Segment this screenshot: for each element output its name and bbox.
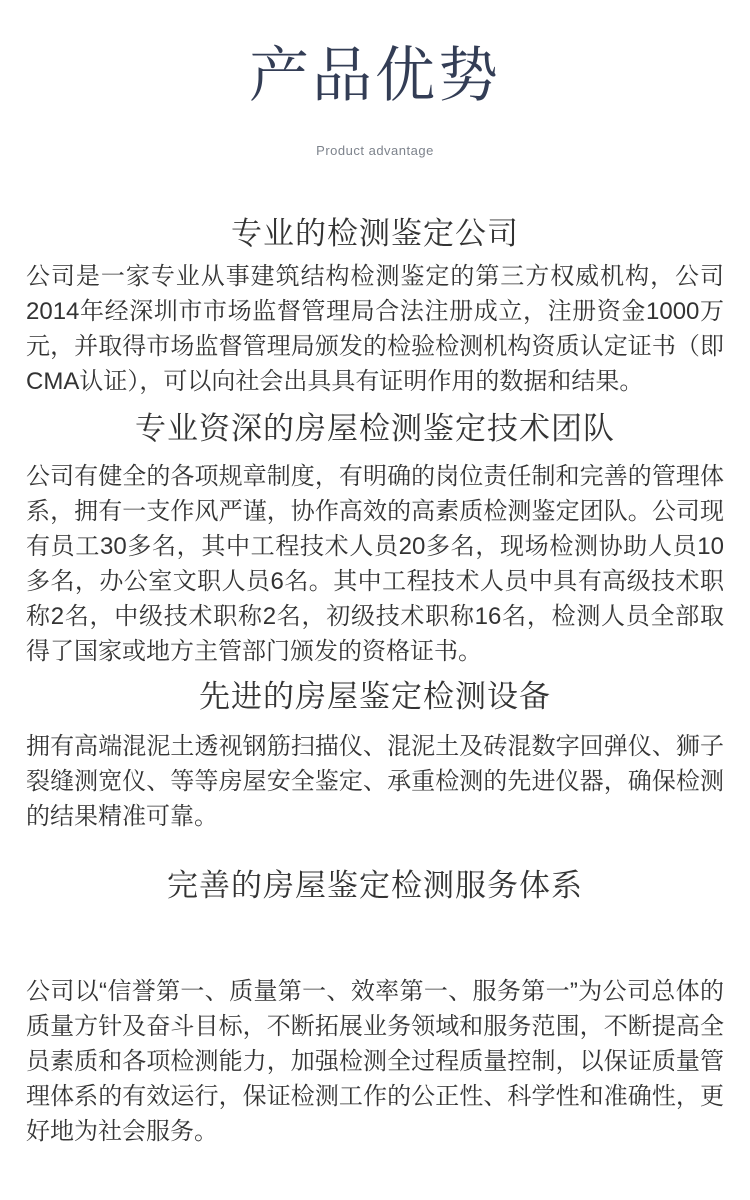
section-service-system xyxy=(26,866,724,1149)
section-heading: 专业的检测鉴定公司 xyxy=(231,216,519,251)
section-heading: 先进的房屋鉴定检测设备 xyxy=(199,679,551,714)
section-company-intro xyxy=(26,214,724,399)
section-technical-team xyxy=(26,409,724,669)
section-body: 拥有高端混泥土透视钢筋扫描仪、混泥土及砖混数字回弹仪、狮子裂缝测宽仪、等等房屋安全鉴定、承重检测的先进仪器，确保检测的结果精准可靠。 xyxy=(26,733,724,830)
section-body: 公司是一家专业从事建筑结构检测鉴定的第三方权威机构，公司2014年经深圳市市场监督管理局合法注册成立，注册资金1000万元，并取得市场监督管理局颁发的检验检测机构资质认定证书（即CMA认证），可以向社会出具具有证明作用的数据和结果。 xyxy=(26,263,724,395)
section-heading: 完善的房屋鉴定检测服务体系 xyxy=(167,868,583,903)
section-body: 公司有健全的各项规章制度，有明确的岗位责任制和完善的管理体系，拥有一支作风严谨，协作高效的高素质检测鉴定团队。公司现有员工30多名，其中工程技术人员20多名，现场检测协助人员10多名，办公室文职人员6名。其中工程技术人员中具有高级技术职称2名，中级技术职称2名，初级技术职称16名，检测人员全部取得了国家或地方主管部门颁发的资格证书。 xyxy=(26,463,724,665)
page-title: 产品优势 xyxy=(249,42,501,109)
section-body: 公司以“信誉第一、质量第一、效率第一、服务第一”为公司总体的质量方针及奋斗目标，不断拓展业务领域和服务范围，不断提高全员素质和各项检测能力，加强检测全过程质量控制，以保证质量管理体系的有效运行，保证检测工作的公正性、科学性和准确性，更好地为社会服务。 xyxy=(26,978,724,1145)
section-heading: 专业资深的房屋检测鉴定技术团队 xyxy=(135,411,615,446)
content-area xyxy=(0,214,750,1149)
page-subtitle: Product advantage xyxy=(316,143,434,158)
footer-spacer xyxy=(0,1149,750,1199)
section-equipment xyxy=(26,677,724,834)
